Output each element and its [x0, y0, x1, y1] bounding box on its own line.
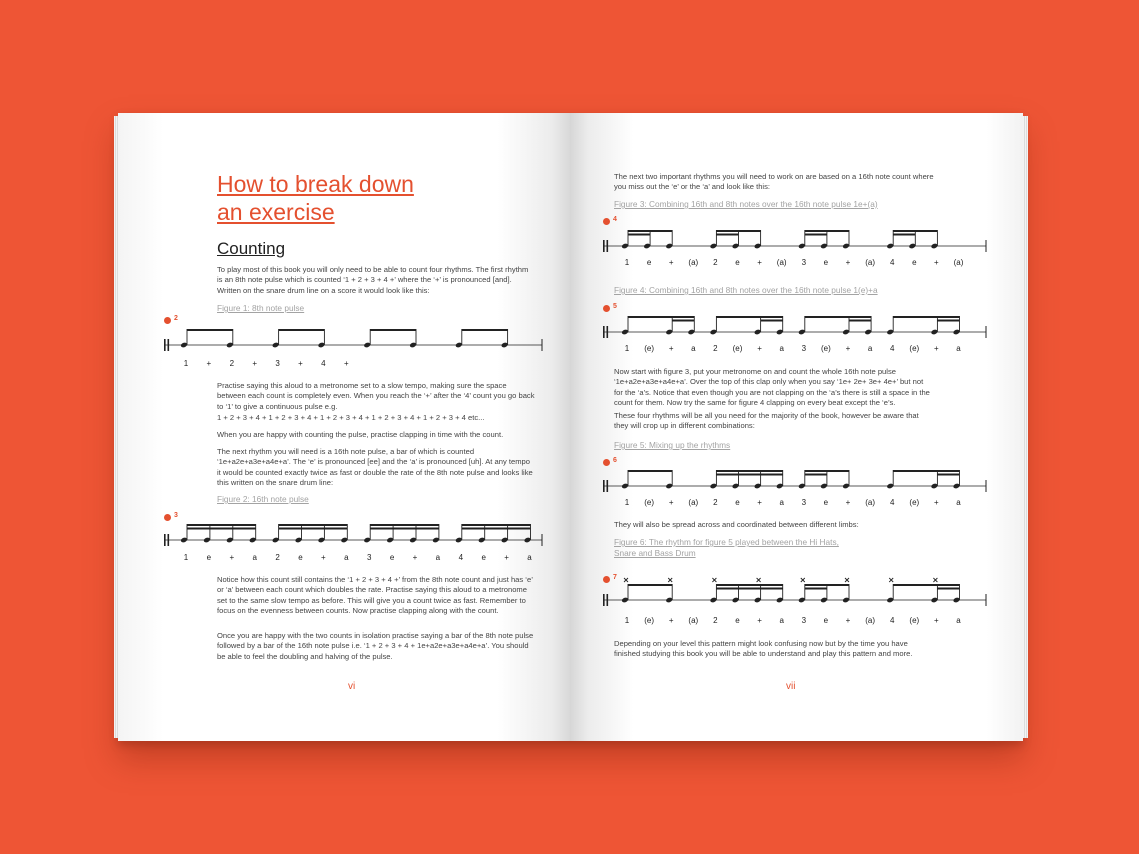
- count-label: (e): [732, 344, 743, 353]
- count-label: (a): [865, 616, 875, 625]
- count-label: 1: [624, 258, 630, 267]
- page-number: vii: [786, 681, 796, 692]
- count-label: e: [912, 258, 917, 267]
- count-label: a: [527, 553, 532, 562]
- count-label: a: [779, 616, 784, 625]
- note-beam: [937, 320, 959, 322]
- count-label: +: [343, 359, 349, 368]
- count-label: a: [691, 344, 696, 353]
- paragraph: The next rhythm you will need is a 16th note pulse, a bar of which is counted ‘1e+a2e+a3e+a4e+a’. The ‘e’ is pronounced [ee] and the ‘a’ is pronounced [uh]. At any tempo it would be counted exactly twice as fast or double the rate of the 8th note pulse and looks like this written on the snare drum line:: [217, 447, 533, 488]
- percussion-clef: [168, 339, 170, 351]
- note-beam: [716, 234, 738, 236]
- count-label: (e): [644, 498, 654, 507]
- percussion-clef: [603, 594, 605, 606]
- note-beam: [462, 524, 531, 526]
- percussion-clef: [607, 594, 609, 606]
- note-beam: [893, 230, 937, 232]
- count-label: (a): [865, 258, 875, 267]
- note-beam: [370, 524, 439, 526]
- count-label: +: [757, 344, 762, 353]
- note-beam: [805, 588, 827, 590]
- note-beam: [628, 316, 694, 318]
- count-label: 3: [275, 359, 280, 368]
- note-beam: [279, 528, 348, 530]
- note-beam: [628, 234, 650, 236]
- count-label: 1: [624, 344, 630, 353]
- count-label: e: [823, 258, 829, 267]
- count-label: +: [845, 258, 851, 267]
- left-page: How to break down an exercise Counting To play most of this book you will only need to be able to count four rhythms. The first rhythm is an 8th note pulse which is counted ‘1 + 2 + 3 + 4 +’ where the ‘+’ is pronounced [and]. Written on the snare drum line on a score it would look like this: Figure 1: 8th note pulse 2 Practise saying this aloud to a metronome set to a slow tempo, making sure the space between each count is completely even. When you reach the ‘+’ after the ‘4’ count you go back to ‘1’ to give a continuous pulse e.g. 1 + 2 + 3 + 4 + 1 + 2 + 3 + 4 + 1 + 2 + 3 + 4 + 1 + 2 + 3 + 4 + 1 + 2 + 3 + 4 etc... When you are happy with counting the pulse, practise clapping in time with the count. The next rhythm you will need is a 16th note pulse, a bar of which is counted ‘1e+a2e+a3e+a4e+a’. The ‘e’ is pronounced [ee] and the ‘a’ is pronounced [uh]. At any tempo it would be counted exactly twice as fast or double the rate of the 8th note pulse and looks like this written on the snare drum line: Figure 2: 16th note pulse 3 Notice how this count still contains the ‘1 + 2 + 3 + 4 +’ from the 8th note count and just has ‘e’ or ‘a’ between each count which doubles the rate. Practise saying this aloud to a metronome set to the same slow tempo as before. This will give you a count twice as fast. Remember to focus on the evenness between counts. Now practise clapping along with the count. Once you are happy with the two counts in isolation practise saying a bar of the 8th note pulse followed by a bar of the 16th note pulse i.e. ‘1 + 2 + 3 + 4 + 1e+a2e+a3e+a4e+a’. You should be able to feel the doubling and halving of the pulse. vi 1 + 2 + 3 + 4 + 1 e + a 2 e + a 3 e + a 4 e + a: [118, 113, 570, 741]
- note-beam: [370, 528, 439, 530]
- note-beam: [805, 230, 849, 232]
- note-beam: [805, 474, 827, 476]
- count-label: +: [412, 553, 418, 562]
- hi-hat-x-icon: [845, 578, 849, 582]
- note-beam: [628, 470, 672, 472]
- hi-hat-x-icon: [757, 578, 761, 582]
- paragraph: They will also be spread across and coordinated between different limbs:: [614, 520, 859, 529]
- snare-staff-figure-4: [603, 312, 988, 344]
- count-label: e: [646, 258, 652, 267]
- percussion-clef: [168, 534, 170, 546]
- percussion-clef: [164, 339, 166, 351]
- note-beam: [937, 474, 959, 476]
- count-label: (a): [688, 616, 699, 625]
- count-label: 4: [889, 616, 895, 625]
- count-label: (a): [688, 258, 699, 267]
- percussion-clef: [603, 326, 605, 338]
- count-label: a: [956, 498, 961, 507]
- paragraph: Now start with figure 3, put your metronome on and count the whole 16th note pulse ‘1e+a2e+a3e+a4e+a’. Over the top of this clap only when you say ‘1e+ 2e+ 3e+ 4e+’ but not for the ‘a’s. Notice that even though you are not clapping on the ‘a’s there is still a space in the count for them. Now try the same for figure 4 clapping on every beat except the ‘e’s.: [614, 367, 930, 408]
- count-label: 4: [889, 258, 895, 267]
- hi-hat-x-icon: [624, 578, 628, 582]
- count-label: 2: [713, 498, 718, 507]
- count-label: +: [321, 553, 326, 562]
- note-beam: [279, 329, 325, 331]
- count-label: 2: [275, 553, 280, 562]
- cd-track-dot-icon: [603, 305, 610, 312]
- count-label: a: [779, 344, 784, 353]
- percussion-clef: [607, 240, 609, 252]
- figure-caption: Figure 2: 16th note pulse: [217, 494, 309, 504]
- snare-staff-figure-2: [164, 520, 544, 552]
- count-label: +: [757, 258, 762, 267]
- note-beam: [893, 234, 915, 236]
- count-label: +: [845, 616, 851, 625]
- percussion-clef: [603, 240, 605, 252]
- count-label: 3: [801, 344, 807, 353]
- count-label: +: [757, 616, 762, 625]
- count-label: (a): [688, 498, 699, 507]
- count-label: e: [823, 616, 829, 625]
- hi-hat-x-icon: [933, 578, 937, 582]
- paragraph: These four rhythms will be all you need for the majority of the book, however be aware that they will crop up in different combinations:: [614, 411, 919, 431]
- percussion-clef: [603, 480, 605, 492]
- count-label: a: [435, 553, 441, 562]
- paragraph: Once you are happy with the two counts in isolation practise saying a bar of the 8th note pulse followed by a bar of the 16th note pulse i.e. ‘1 + 2 + 3 + 4 + 1e+a2e+a3e+a4e+a’. You should be able to feel the doubling and halving of the pulse.: [217, 631, 534, 661]
- paragraph: The next two important rhythms you will need to work on are based on a 16th note count where you miss out the ‘e’ or the ‘a’ and look like this:: [614, 172, 934, 192]
- count-label: (e): [644, 616, 654, 625]
- hi-hat-x-icon: [712, 578, 716, 582]
- paragraph: When you are happy with counting the pulse, practise clapping in time with the count.: [217, 430, 504, 439]
- note-beam: [370, 329, 416, 331]
- count-label: +: [934, 258, 939, 267]
- figure-caption: Figure 3: Combining 16th and 8th notes over the 16th note pulse 1e+(a): [614, 199, 878, 209]
- count-label: a: [867, 344, 873, 353]
- note-beam: [462, 329, 508, 331]
- drum-kit-staff-figure-6: [603, 570, 988, 618]
- count-label: +: [934, 344, 939, 353]
- note-beam: [628, 230, 672, 232]
- count-label: 2: [713, 344, 718, 353]
- count-label: +: [252, 359, 258, 368]
- note-beam: [716, 588, 782, 590]
- note-beam: [716, 230, 760, 232]
- count-label: (e): [909, 616, 920, 625]
- count-label: e: [735, 616, 740, 625]
- note-beam: [893, 584, 959, 586]
- count-label: (e): [909, 498, 920, 507]
- page-number: vi: [348, 681, 356, 692]
- count-label: a: [956, 616, 961, 625]
- note-beam: [805, 470, 849, 472]
- count-label: 1: [183, 553, 189, 562]
- section-heading: Counting: [217, 239, 286, 258]
- count-label: 3: [366, 553, 372, 562]
- count-label: e: [735, 258, 740, 267]
- note-beam: [716, 584, 782, 586]
- hi-hat-x-icon: [801, 578, 805, 582]
- note-beam: [893, 316, 959, 318]
- note-beam: [849, 320, 871, 322]
- paragraph: Depending on your level this pattern might look confusing now but by the time you have finished studying this book you will be able to understand and play this pattern and more.: [614, 639, 913, 659]
- chapter-title: How to break down an exercise: [217, 171, 414, 225]
- note-beam: [187, 524, 256, 526]
- count-label: +: [845, 498, 851, 507]
- count-label: 3: [801, 616, 807, 625]
- count-label: a: [956, 344, 961, 353]
- count-label: +: [668, 344, 674, 353]
- count-label: 1: [624, 616, 630, 625]
- count-label: 1: [183, 359, 189, 368]
- count-label: 4: [458, 553, 464, 562]
- open-book: [118, 113, 1023, 741]
- count-label: +: [757, 498, 762, 507]
- paragraph: Notice how this count still contains the ‘1 + 2 + 3 + 4 +’ from the 8th note count and just has ‘e’ or ‘a’ between each count which doubles the rate. Practise saying this aloud to a metronome set to the same slow tempo as before. This will give you a count twice as fast. Remember to focus on the evenness between counts. Now practise clapping along with the count.: [217, 575, 533, 616]
- right-page: The next two important rhythms you will need to work on are based on a 16th note count where you miss out the ‘e’ or the ‘a’ and look like this: Figure 3: Combining 16th and 8th notes over the 16th note pulse 1e+(a) 4 Figure 4: Combining 16th and 8th notes over the 16th note pulse 1(e)+a 5 Now start with figure 3, put your metronome on and count the whole 16th note pulse ‘1e+a2e+a3e+a4e+a’. Over the top of this clap only when you say ‘1e+ 2e+ 3e+ 4e+’ but not for the ‘a’s. Notice that even though you are not clapping on the ‘a’s there is still a space in the count for them. Now try the same for figure 4 clapping on every beat except the ‘e’s. These four rhythms will be all you need for the majority of the book, however be aware that they will crop up in different combinations: Figure 5: Mixing up the rhythms 6 They will also be spread across and coordinated between different limbs: Figure 6: The rhythm for figure 5 played between the Hi Hats, Snare and Bass Drum 7 Depending on your level this pattern might look confusing now but by the time you have finished studying this book you will be able to understand and play this pattern and more. vii 1 e + (a) 2 e + (a) 3 e + (a) 4 e + (a) 1 (e) + a 2 (e) + a 3 (e) + a 4 (e) + a 1 (e) + (a) 2 e + a 3 e + (a) 4 (e) + a 1 (e) + (a) 2 e + a 3 e + (a) 4 (e) + a: [570, 113, 1023, 741]
- count-label: a: [779, 498, 784, 507]
- count-label: (e): [644, 344, 654, 353]
- count-label: +: [845, 344, 851, 353]
- hi-hat-x-icon: [889, 578, 893, 582]
- count-label: (e): [821, 344, 831, 353]
- count-label: e: [735, 498, 740, 507]
- figure-caption: Figure 1: 8th note pulse: [217, 303, 305, 313]
- count-label: 4: [889, 344, 895, 353]
- figure-caption: Figure 5: Mixing up the rhythms: [614, 440, 731, 450]
- count-label: a: [252, 553, 257, 562]
- note-beam: [805, 316, 871, 318]
- cd-track-dot-icon: [603, 459, 610, 466]
- count-example: 1 + 2 + 3 + 4 + 1 + 2 + 3 + 4 + 1 + 2 + 3 + 4 + 1 + 2 + 3 + 4 + 1 + 2 + 3 + 4 etc...: [217, 413, 485, 422]
- count-label: +: [668, 616, 674, 625]
- note-beam: [672, 320, 694, 322]
- count-label: 2: [229, 359, 235, 368]
- count-label: e: [206, 553, 212, 562]
- paragraph: Practise saying this aloud to a metronome set to a slow tempo, making sure the space between each count is completely even. When you reach the ‘+’ after the ‘4’ count you go back to ‘1’ to give a continuous pulse e.g.: [217, 381, 535, 411]
- count-label: e: [298, 553, 303, 562]
- figure-caption: Figure 6: The rhythm for figure 5 played between the Hi Hats, Snare and Bass Drum: [614, 537, 839, 558]
- note-beam: [805, 234, 827, 236]
- count-label: +: [206, 359, 212, 368]
- hi-hat-x-icon: [668, 578, 672, 582]
- note-beam: [937, 588, 959, 590]
- percussion-clef: [164, 534, 166, 546]
- count-label: (a): [953, 258, 964, 267]
- count-label: +: [668, 498, 674, 507]
- note-beam: [187, 528, 256, 530]
- count-label: 2: [713, 616, 718, 625]
- cd-track-dot-icon: [164, 317, 171, 324]
- percussion-clef: [607, 326, 609, 338]
- figure-caption: Figure 4: Combining 16th and 8th notes over the 16th note pulse 1(e)+a: [614, 285, 878, 295]
- count-label: a: [344, 553, 349, 562]
- count-label: +: [504, 553, 509, 562]
- count-label: (e): [909, 344, 920, 353]
- count-label: 4: [321, 359, 326, 368]
- count-label: e: [823, 498, 829, 507]
- count-label: (a): [776, 258, 787, 267]
- count-label: +: [934, 616, 939, 625]
- note-beam: [716, 470, 782, 472]
- snare-staff-figure-1: [164, 325, 544, 357]
- snare-staff-figure-5: [603, 466, 988, 498]
- note-beam: [279, 524, 348, 526]
- note-beam: [761, 320, 783, 322]
- count-label: 3: [801, 258, 807, 267]
- note-beam: [805, 584, 849, 586]
- snare-staff-figure-3: [603, 226, 988, 258]
- paragraph: To play most of this book you will only need to be able to count four rhythms. The first rhythm is an 8th note pulse which is counted ‘1 + 2 + 3 + 4 +’ where the ‘+’ is pronounced [and]. Written on the snare drum line on a score it would look like this:: [217, 265, 529, 295]
- count-label: (a): [865, 498, 875, 507]
- count-label: 1: [624, 498, 630, 507]
- count-label: +: [229, 553, 235, 562]
- count-label: e: [481, 553, 486, 562]
- count-label: e: [389, 553, 395, 562]
- note-beam: [628, 584, 672, 586]
- cd-track-dot-icon: [603, 218, 610, 225]
- note-beam: [187, 329, 233, 331]
- count-label: +: [298, 359, 303, 368]
- count-label: +: [668, 258, 674, 267]
- note-beam: [893, 470, 959, 472]
- count-label: 4: [889, 498, 895, 507]
- note-beam: [716, 316, 782, 318]
- count-label: 2: [713, 258, 718, 267]
- count-label: +: [934, 498, 939, 507]
- note-beam: [716, 474, 782, 476]
- percussion-clef: [607, 480, 609, 492]
- count-label: 3: [801, 498, 807, 507]
- note-beam: [462, 528, 531, 530]
